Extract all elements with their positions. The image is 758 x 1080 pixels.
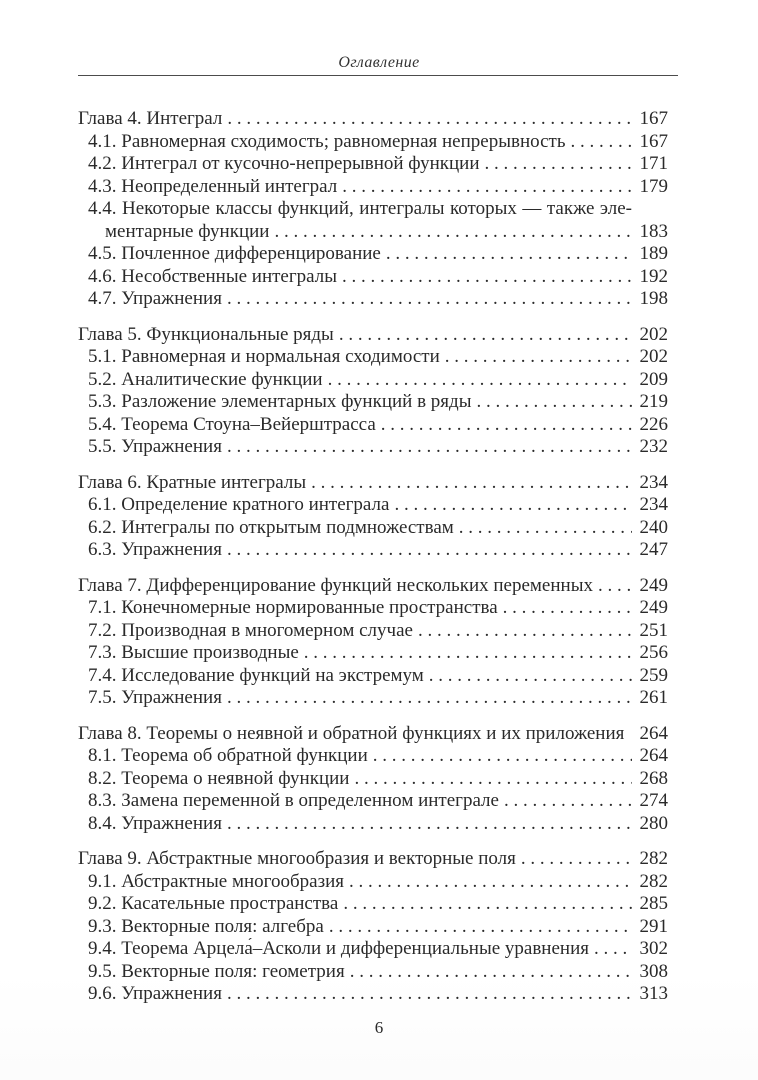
toc-entry-page-number: 219 (639, 391, 668, 412)
toc-entry (78, 539, 668, 562)
toc-entry-text: 5.5. Упражнения (88, 436, 222, 457)
dot-leader (337, 176, 632, 199)
toc-entry (78, 597, 668, 620)
toc-entry-text: 7.3. Высшие производные (88, 642, 299, 663)
toc-entry (78, 745, 668, 768)
toc-entry (78, 472, 668, 495)
dot-leader (480, 153, 632, 176)
dot-leader (337, 266, 632, 289)
toc-entry (78, 893, 668, 916)
toc-entry-page-number: 234 (639, 471, 668, 493)
dot-leader (498, 597, 632, 620)
toc-entry-text: 4.7. Упражнения (88, 288, 222, 309)
toc-entry-text: 6.1. Определение кратного интеграла (88, 494, 390, 515)
toc-entry (78, 153, 668, 176)
toc-entry (78, 324, 668, 347)
dot-leader (222, 983, 632, 1006)
toc-entry-text: Глава 4. Интеграл (78, 108, 223, 129)
toc-entry (78, 871, 668, 894)
toc-entry (78, 436, 668, 459)
toc-entry-page-number: 167 (639, 108, 668, 129)
toc-entry (78, 961, 668, 984)
toc-entry-page-number: 202 (639, 323, 668, 345)
toc-entry-text: 4.2. Интеграл от кусочно-непрерывной функции (88, 153, 480, 174)
toc-entry-text: 7.1. Конечномерные нормированные пространства (88, 597, 498, 618)
header-rule (78, 75, 678, 76)
toc-entry (78, 916, 668, 939)
toc-entry (78, 221, 668, 244)
page-footer (0, 1018, 758, 1038)
toc-entry (78, 198, 668, 221)
toc-entry-text: 9.1. Абстрактные многообразия (88, 870, 344, 892)
dot-leader (222, 108, 632, 131)
toc-entry-page-number: 192 (639, 265, 668, 287)
toc-entry-page-number: 259 (639, 664, 668, 686)
toc-entry-page-number: 247 (639, 539, 668, 560)
dot-leader (471, 391, 632, 414)
toc-entry (78, 517, 668, 540)
toc-entry-page-number: 313 (639, 983, 668, 1004)
table-of-contents (78, 95, 668, 1006)
dot-leader (222, 813, 632, 836)
dot-leader (516, 848, 632, 871)
toc-entry-page-number: 308 (639, 960, 668, 982)
toc-entry (78, 266, 668, 289)
toc-entry-text: 8.3. Замена переменной в определенном интеграле (88, 790, 499, 811)
dot-leader (376, 414, 632, 437)
dot-leader (324, 916, 632, 939)
toc-entry-text: 9.6. Упражнения (88, 983, 222, 1004)
toc-entry-page-number: 282 (639, 848, 668, 869)
dot-leader (454, 517, 632, 540)
toc-entry-page-number: 282 (639, 870, 668, 892)
toc-entry-page-number: 183 (639, 220, 668, 242)
dot-leader (440, 346, 632, 369)
toc-entry-page-number: 264 (639, 722, 668, 744)
toc-entry (78, 414, 668, 437)
toc-entry (78, 723, 668, 746)
toc-entry-text: Глава 6. Кратные интегралы (78, 471, 307, 493)
dot-leader (349, 768, 632, 791)
toc-entry-text: Глава 9. Абстрактные многообразия и векторные поля (78, 848, 516, 869)
toc-entry-page-number: 226 (639, 413, 668, 435)
toc-entry (78, 131, 668, 154)
toc-entry-text: 7.5. Упражнения (88, 687, 222, 708)
dot-leader (323, 369, 632, 392)
dot-leader (381, 243, 632, 266)
toc-entry-page-number: 256 (639, 642, 668, 663)
toc-entry-page-number: 291 (639, 915, 668, 937)
toc-entry (78, 620, 668, 643)
toc-entry (78, 813, 668, 836)
toc-entry-page-number: 264 (639, 745, 668, 766)
toc-entry-text: 8.1. Теорема об обратной функции (88, 745, 368, 766)
dot-leader (344, 871, 632, 894)
dot-leader (499, 790, 632, 813)
toc-entry-page-number: 189 (639, 243, 668, 264)
toc-entry-text: 6.2. Интегралы по открытым подмножествам (88, 516, 454, 538)
dot-leader (345, 961, 632, 984)
toc-entry-page-number: 171 (639, 153, 668, 174)
toc-entry-text: 4.6. Несобственные интегралы (88, 265, 338, 287)
toc-entry-page-number: 232 (639, 436, 668, 457)
dot-leader (566, 131, 633, 154)
dot-leader (338, 893, 632, 916)
toc-entry-page-number: 251 (639, 619, 668, 641)
dot-leader (222, 687, 632, 710)
toc-entry-page-number: 249 (639, 597, 668, 618)
toc-entry (78, 642, 668, 665)
toc-entry (78, 848, 668, 871)
toc-entry (78, 391, 668, 414)
toc-entry-page-number: 274 (639, 790, 668, 811)
toc-entry (78, 243, 668, 266)
toc-entry-text: 5.1. Равномерная и нормальная сходимости (88, 346, 440, 367)
toc-entry-text: Глава 8. Теоремы о неявной и обратной функциях и их приложения (78, 722, 625, 744)
dot-leader (299, 642, 632, 665)
toc-entry-text: Глава 5. Функциональные ряды (78, 323, 334, 345)
dot-leader (269, 221, 632, 244)
toc-entry-page-number: 249 (639, 574, 668, 596)
toc-entry (78, 938, 668, 961)
toc-entry-text: 8.2. Теорема о неявной функции (88, 767, 350, 789)
toc-entry-page-number: 234 (639, 494, 668, 515)
toc-entry-text: 4.4. Некоторые классы функций, интегралы которых — также эле- (88, 198, 632, 219)
toc-entry-text: 9.5. Векторные поля: геометрия (88, 960, 345, 982)
toc-entry-text: 5.4. Теорема Стоуна–Вейерштрасса (88, 413, 376, 435)
toc-entry (78, 369, 668, 392)
toc-entry (78, 108, 668, 131)
toc-entry-page-number: 198 (639, 288, 668, 309)
dot-leader (368, 745, 632, 768)
toc-entry-page-number: 202 (639, 346, 668, 367)
toc-entry-page-number: 268 (639, 767, 668, 789)
toc-entry-text: 6.3. Упражнения (88, 539, 222, 560)
toc-entry-page-number: 167 (639, 130, 668, 152)
toc-entry-page-number: 302 (639, 938, 668, 959)
dot-leader (334, 324, 632, 347)
toc-entry (78, 768, 668, 791)
toc-entry-text: 9.2. Касательные пространства (88, 893, 339, 914)
toc-entry-text: ментарные функции (105, 220, 270, 242)
toc-entry-text: 4.1. Равномерная сходимость; равномерная непрерывность (88, 130, 566, 152)
toc-entry-page-number: 280 (639, 812, 668, 834)
toc-entry-page-number: 285 (639, 893, 668, 914)
toc-entry-text: 8.4. Упражнения (88, 812, 222, 834)
toc-entry-text: Глава 7. Дифференцирование функций нескольких переменных (78, 574, 593, 596)
running-header-title: Оглавление (338, 54, 420, 71)
toc-entry (78, 288, 668, 311)
toc-entry (78, 494, 668, 517)
dot-leader (306, 472, 632, 495)
toc-entry-page-number: 240 (639, 516, 668, 538)
toc-entry (78, 575, 668, 598)
toc-entry (78, 983, 668, 1006)
dot-leader (413, 620, 632, 643)
toc-entry-text: 9.4. Теорема Арцела́–Асколи и дифференциальные уравнения (88, 938, 589, 959)
toc-entry (78, 346, 668, 369)
toc-entry-text: 7.2. Производная в многомерном случае (88, 619, 413, 641)
toc-entry-text: 4.3. Неопределенный интеграл (88, 175, 338, 197)
toc-entry-text: 9.3. Векторные поля: алгебра (88, 915, 324, 937)
dot-leader (222, 436, 632, 459)
dot-leader (589, 938, 632, 961)
dot-leader (593, 575, 632, 598)
dot-leader (389, 494, 632, 517)
dot-leader (222, 539, 632, 562)
toc-entry-text: 7.4. Исследование функций на экстремум (88, 664, 424, 686)
toc-entry-text: 4.5. Почленное дифференцирование (88, 243, 381, 264)
toc-entry-page-number: 261 (639, 687, 668, 708)
toc-entry-page-number: 209 (639, 368, 668, 390)
toc-entry-text: 5.2. Аналитические функции (88, 368, 323, 390)
dot-leader (424, 665, 632, 688)
toc-entry (78, 687, 668, 710)
toc-entry (78, 790, 668, 813)
dot-leader (222, 288, 632, 311)
toc-entry-page-number: 179 (639, 175, 668, 197)
toc-entry-text: 5.3. Разложение элементарных функций в ряды (88, 391, 472, 412)
toc-entry (78, 176, 668, 199)
toc-entry (78, 665, 668, 688)
page-number: 6 (374, 1018, 384, 1037)
